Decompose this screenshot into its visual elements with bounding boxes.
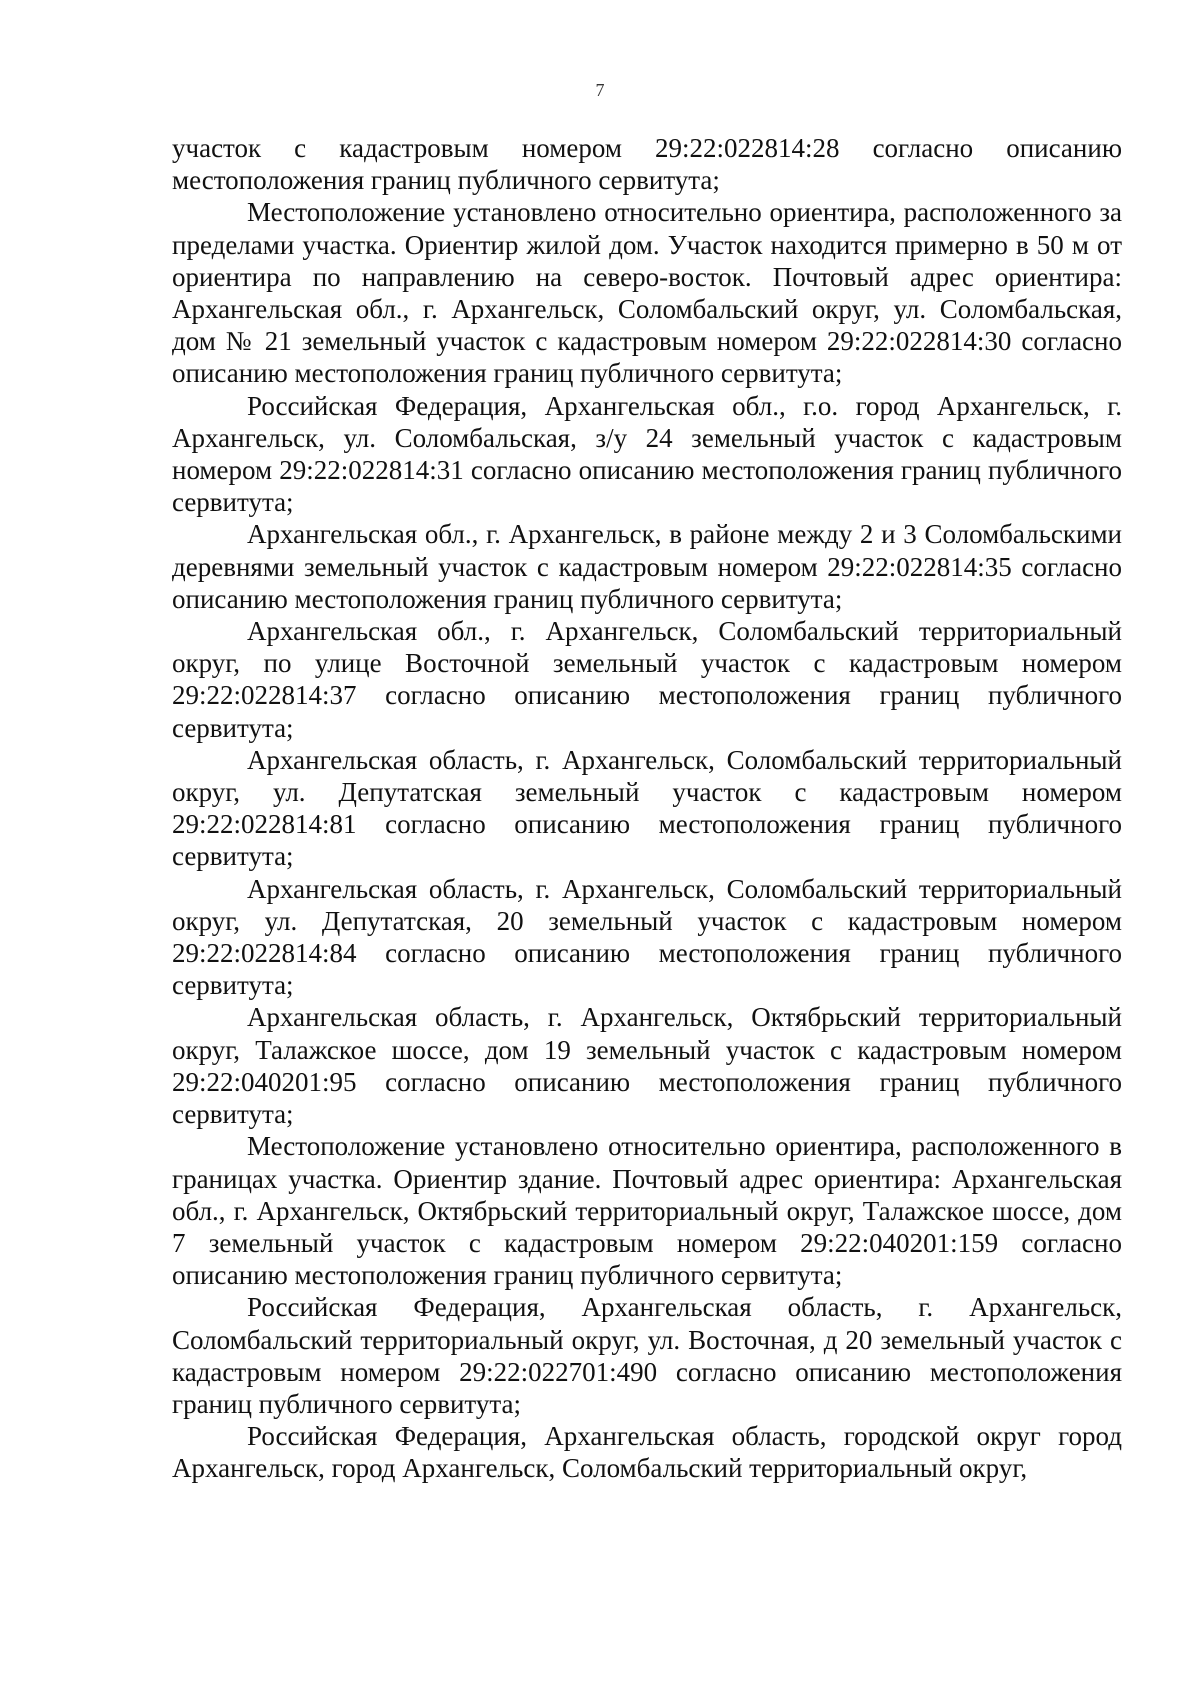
paragraph-7: Архангельская область, г. Архангельск, Соломбальский территориальный округ, ул. Депутатская, 20 земельный участок с кадастровым номером 29:22:022814:84 согласно описанию местоположения границ публичного сервитута;: [172, 873, 1122, 1001]
paragraph-11: Российская Федерация, Архангельская область, городской округ город Архангельск, город Архангельск, Соломбальский территориальный округ,: [172, 1421, 1122, 1484]
paragraph-3: Российская Федерация, Архангельская обл., г.о. город Архангельск, г. Архангельск, ул. Соломбальская, з/у 24 земельный участок с кадастровым номером 29:22:022814:31 согласно описанию местоположения границ публичного сервитута;: [172, 390, 1122, 518]
paragraph-2: Местоположение установлено относительно ориентира, расположенного за пределами участка. Ориентир жилой дом. Участок находится примерно в 50 м от ориентира по направлению на северо-восток. Почтовый адрес ориентира: Архангельская обл., г. Архангельск, Соломбальский округ, ул. Соломбальская, дом № 21 земельный участок с кадастровым номером 29:22:022814:30 согласно описанию местоположения границ публичного сервитута;: [172, 197, 1122, 389]
paragraph-6: Архангельская область, г. Архангельск, Соломбальский территориальный округ, ул. Депутатская земельный участок с кадастровым номером 29:22:022814:81 согласно описанию местоположения границ публичного сервитута;: [172, 744, 1122, 872]
paragraph-8: Архангельская область, г. Архангельск, Октябрьский территориальный округ, Талажское шоссе, дом 19 земельный участок с кадастровым номером 29:22:040201:95 согласно описанию местоположения границ публичного сервитута;: [172, 1002, 1122, 1130]
paragraph-10: Российская Федерация, Архангельская область, г. Архангельск, Соломбальский территориальный округ, ул. Восточная, д 20 земельный участок с кадастровым номером 29:22:022701:490 согласно описанию местоположения границ публичного сервитута;: [172, 1292, 1122, 1419]
paragraph-9: Местоположение установлено относительно ориентира, расположенного в границах участка. Ориентир здание. Почтовый адрес ориентира: Архангельская обл., г. Архангельск, Октябрьский территориальный округ, Талажское шоссе, дом 7 земельный участок с кадастровым номером 29:22:040201:159 согласно описанию местоположения границ публичного сервитута;: [172, 1131, 1122, 1291]
paragraph-5: Архангельская обл., г. Архангельск, Соломбальский территориальный округ, по улице Восточной земельный участок с кадастровым номером 29:22:022814:37 согласно описанию местоположения границ публичного сервитута;: [172, 616, 1122, 743]
paragraph-4: Архангельская обл., г. Архангельск, в районе между 2 и 3 Соломбальскими деревнями земельный участок с кадастровым номером 29:22:022814:35 согласно описанию местоположения границ публичного сервитута;: [172, 519, 1122, 614]
page-number: 7: [595, 80, 605, 100]
paragraph-1: участок с кадастровым номером 29:22:022814:28 согласно описанию местоположения границ публичного сервитута;: [172, 133, 1122, 196]
document-body: [172, 132, 1122, 1485]
